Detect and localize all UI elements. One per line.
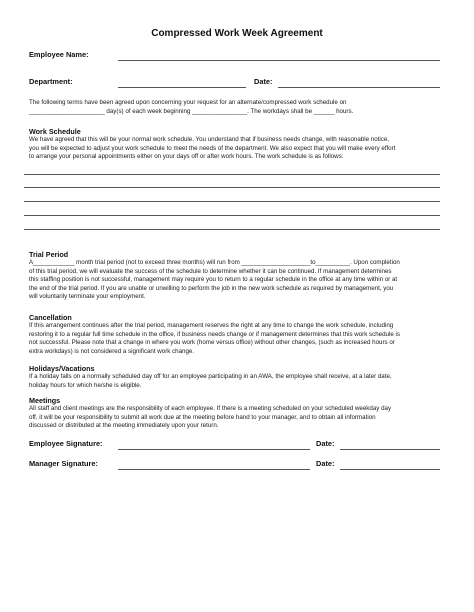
holidays-heading: Holidays/Vacations xyxy=(29,364,95,373)
department-field[interactable] xyxy=(118,87,246,88)
trial-period-heading: Trial Period xyxy=(29,250,69,259)
employee-name-field[interactable] xyxy=(118,60,440,61)
cancellation-paragraph: If this arrangement continues after the trial period, management reserves the right at any time to change the work schedule, including restoring it to a regular full time schedule in the office, if business needs change or if management determines that this work schedule is not successful. Please note that a change in where you work (home versus office) without other changes, (such as increased hours or extra workdays) is not considered a significant work change. xyxy=(29,322,400,355)
date-label: Date: xyxy=(254,77,273,86)
meetings-paragraph: All staff and client meetings are the responsibility of each employee. If there is a meeting scheduled on your scheduled weekday day off, it will be your responsibility to submit all work due at the meeting before hand to your manager, and to obtain all information discussed or distributed at the meeting immediately upon your return. xyxy=(29,405,392,429)
document-title: Compressed Work Week Agreement xyxy=(151,28,323,39)
manager-signature-label: Manager Signature: xyxy=(29,459,98,468)
meetings-heading: Meetings xyxy=(29,396,61,405)
manager-signature-date-field[interactable] xyxy=(340,469,440,470)
work-schedule-heading: Work Schedule xyxy=(29,127,81,136)
schedule-line[interactable] xyxy=(24,201,440,202)
schedule-line[interactable] xyxy=(24,215,440,216)
holidays-paragraph: If a holiday falls on a normally scheduled day off for an employee participating in an AWA, the employee shall receive, at a later date, holiday hours for which he/she is eligible. xyxy=(29,373,392,389)
employee-signature-date-field[interactable] xyxy=(340,449,440,450)
work-schedule-paragraph: We have agreed that this will be your normal work schedule. You understand that if business needs change, with reasonable notice, you will be expected to adjust your work schedule to meet the needs of the department. We also expect that you will make every effort to arrange your personal appointments either on your days off or after work hours. The work schedule is as follows: xyxy=(29,136,396,160)
schedule-line[interactable] xyxy=(24,174,440,175)
manager-signature-field[interactable] xyxy=(118,469,310,470)
manager-signature-date-label: Date: xyxy=(316,459,335,468)
cancellation-heading: Cancellation xyxy=(29,313,72,322)
employee-signature-field[interactable] xyxy=(118,449,310,450)
employee-signature-label: Employee Signature: xyxy=(29,439,103,448)
schedule-line[interactable] xyxy=(24,229,440,230)
department-label: Department: xyxy=(29,77,73,86)
employee-signature-date-label: Date: xyxy=(316,439,335,448)
date-field[interactable] xyxy=(278,87,440,88)
employee-name-label: Employee Name: xyxy=(29,50,89,59)
trial-period-paragraph: A____________ month trial period (not to exceed three months) will run from ____________________to__________. Upon completion of this trial period, we will evaluate the success of the schedule to determine whether it can be continued. If management determines this staffing position is not successful, management may require you to return to a regular schedule in the office at any time within or at the end of the trial period. If you are unable or unwilling to perform the job in the new work schedule as required by management, you will voluntarily terminate your employment. xyxy=(29,259,400,300)
schedule-line[interactable] xyxy=(24,187,440,188)
intro-paragraph: The following terms have been agreed upon concerning your request for an alternate/compressed work schedule on ______________________ day(s) of each week beginning ________________. The workdays shall be ______ hours. xyxy=(29,99,354,115)
